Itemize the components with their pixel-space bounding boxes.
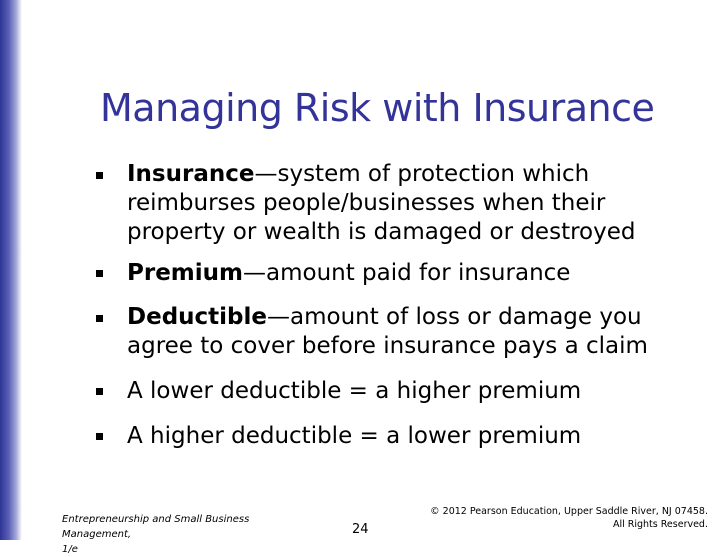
footer-book-title	[62, 512, 312, 557]
page-number: 24	[352, 522, 369, 537]
bullet-insurance	[96, 160, 706, 247]
footer-copyright	[408, 505, 708, 531]
bullet-term: Deductible	[127, 304, 267, 330]
bullet-premium	[96, 258, 706, 288]
square-bullet-icon	[96, 315, 103, 322]
bullet-text: A higher deductible = a lower premium	[127, 423, 582, 449]
square-bullet-icon	[96, 172, 103, 179]
bullet-text: —amount of loss or damage you agree to cover before insurance pays a claim	[127, 304, 648, 359]
bullet-text: A lower deductible = a higher premium	[127, 378, 582, 404]
bullet-deductible	[96, 303, 706, 361]
square-bullet-icon	[96, 388, 103, 395]
copyright-line-1: © 2012 Pearson Education, Upper Saddle River, NJ 07458.	[430, 506, 708, 517]
footer-book-line-1: Entrepreneurship and Small Business Management,	[62, 514, 250, 540]
copyright-line-2: All Rights Reserved.	[612, 519, 708, 530]
bullet-lower-deductible	[96, 376, 706, 406]
square-bullet-icon	[96, 270, 103, 277]
bullet-term: Insurance	[127, 161, 255, 187]
bullet-list	[96, 160, 706, 466]
bullet-text: —amount paid for insurance	[243, 260, 571, 286]
square-bullet-icon	[96, 433, 103, 440]
footer-book-line-2: 1/e	[62, 544, 78, 555]
slide-title: Managing Risk with Insurance	[100, 86, 655, 130]
bullet-text: —system of protection which reimburses people/businesses when their property or wealth is damaged or destroyed	[127, 161, 636, 245]
side-decorative-band	[0, 0, 22, 540]
bullet-term: Premium	[127, 260, 243, 286]
bullet-higher-deductible	[96, 421, 706, 451]
